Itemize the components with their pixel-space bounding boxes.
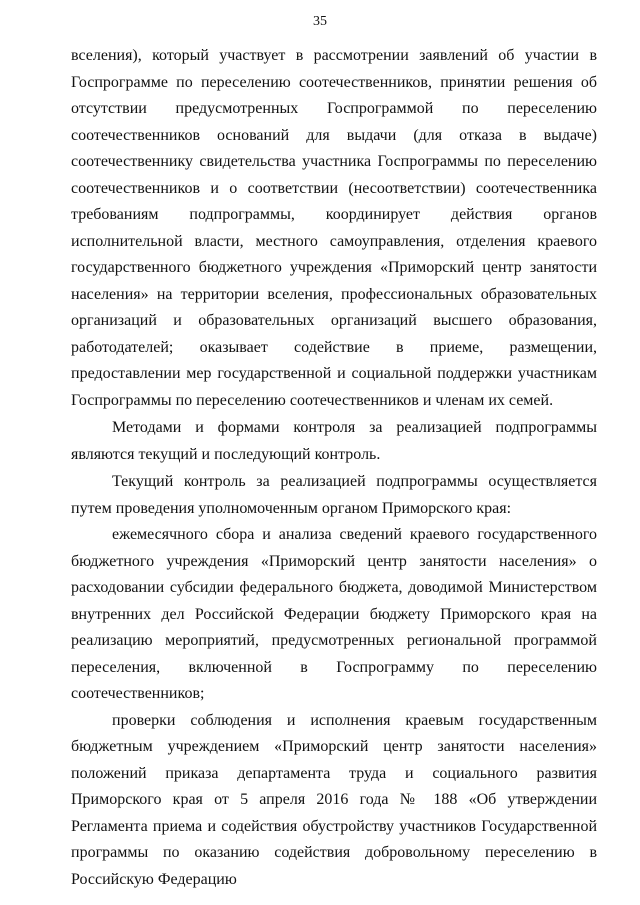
document-body <box>71 43 597 893</box>
paragraph-compliance-checks: проверки соблюдения и исполнения краевым государственным бюджетным учреждением «Приморский центр занятости населения» положений приказа департамента труда и социального развития Приморского края от 5 апреля 2016 года № 188 «Об утверждении Регламента приема и содействия обустройству участников Государственной программы по оказанию содействия добровольному переселению в Российскую Федерацию <box>71 711 597 888</box>
paragraph-control-methods: Методами и формами контроля за реализацией подпрограммы являются текущий и последующий контроль. <box>71 419 597 463</box>
paragraph-current-control: Текущий контроль за реализацией подпрограммы осуществляется путем проведения уполномоченным органом Приморского края: <box>71 473 597 517</box>
paragraph-continuation: вселения), который участвует в рассмотрении заявлений об участии в Госпрограмме по переселению соотечественников, принятии решения об отсутствии предусмотренных Госпрограммой по переселению соотечественников оснований для выдачи (для отказа в выдаче) соотечественнику свидетельства участника Госпрограммы по переселению соотечественников и о соответствии (несоответствии) соотечественника требованиям подпрограммы, координирует действия органов исполнительной власти, местного самоуправления, отделения краевого государственного бюджетного учреждения «Приморский центр занятости населения» на территории вселения, профессиональных образовательных организаций и образовательных организаций высшего образования, работодателей; оказывает содействие в приеме, размещении, предоставлении мер государственной и социальной поддержки участникам Госпрограммы по переселению соотечественников и членам их семей. <box>71 47 597 409</box>
paragraph-monthly-collection: ежемесячного сбора и анализа сведений краевого государственного бюджетного учреждения «Приморский центр занятости населения» о расходовании субсидии федерального бюджета, доводимой Министерством внутренних дел Российской Федерации бюджету Приморского края на реализацию мероприятий, предусмотренных региональной программой переселения, включенной в Госпрограмму по переселению соотечественников; <box>71 526 597 702</box>
page-number: 35 <box>313 14 327 29</box>
